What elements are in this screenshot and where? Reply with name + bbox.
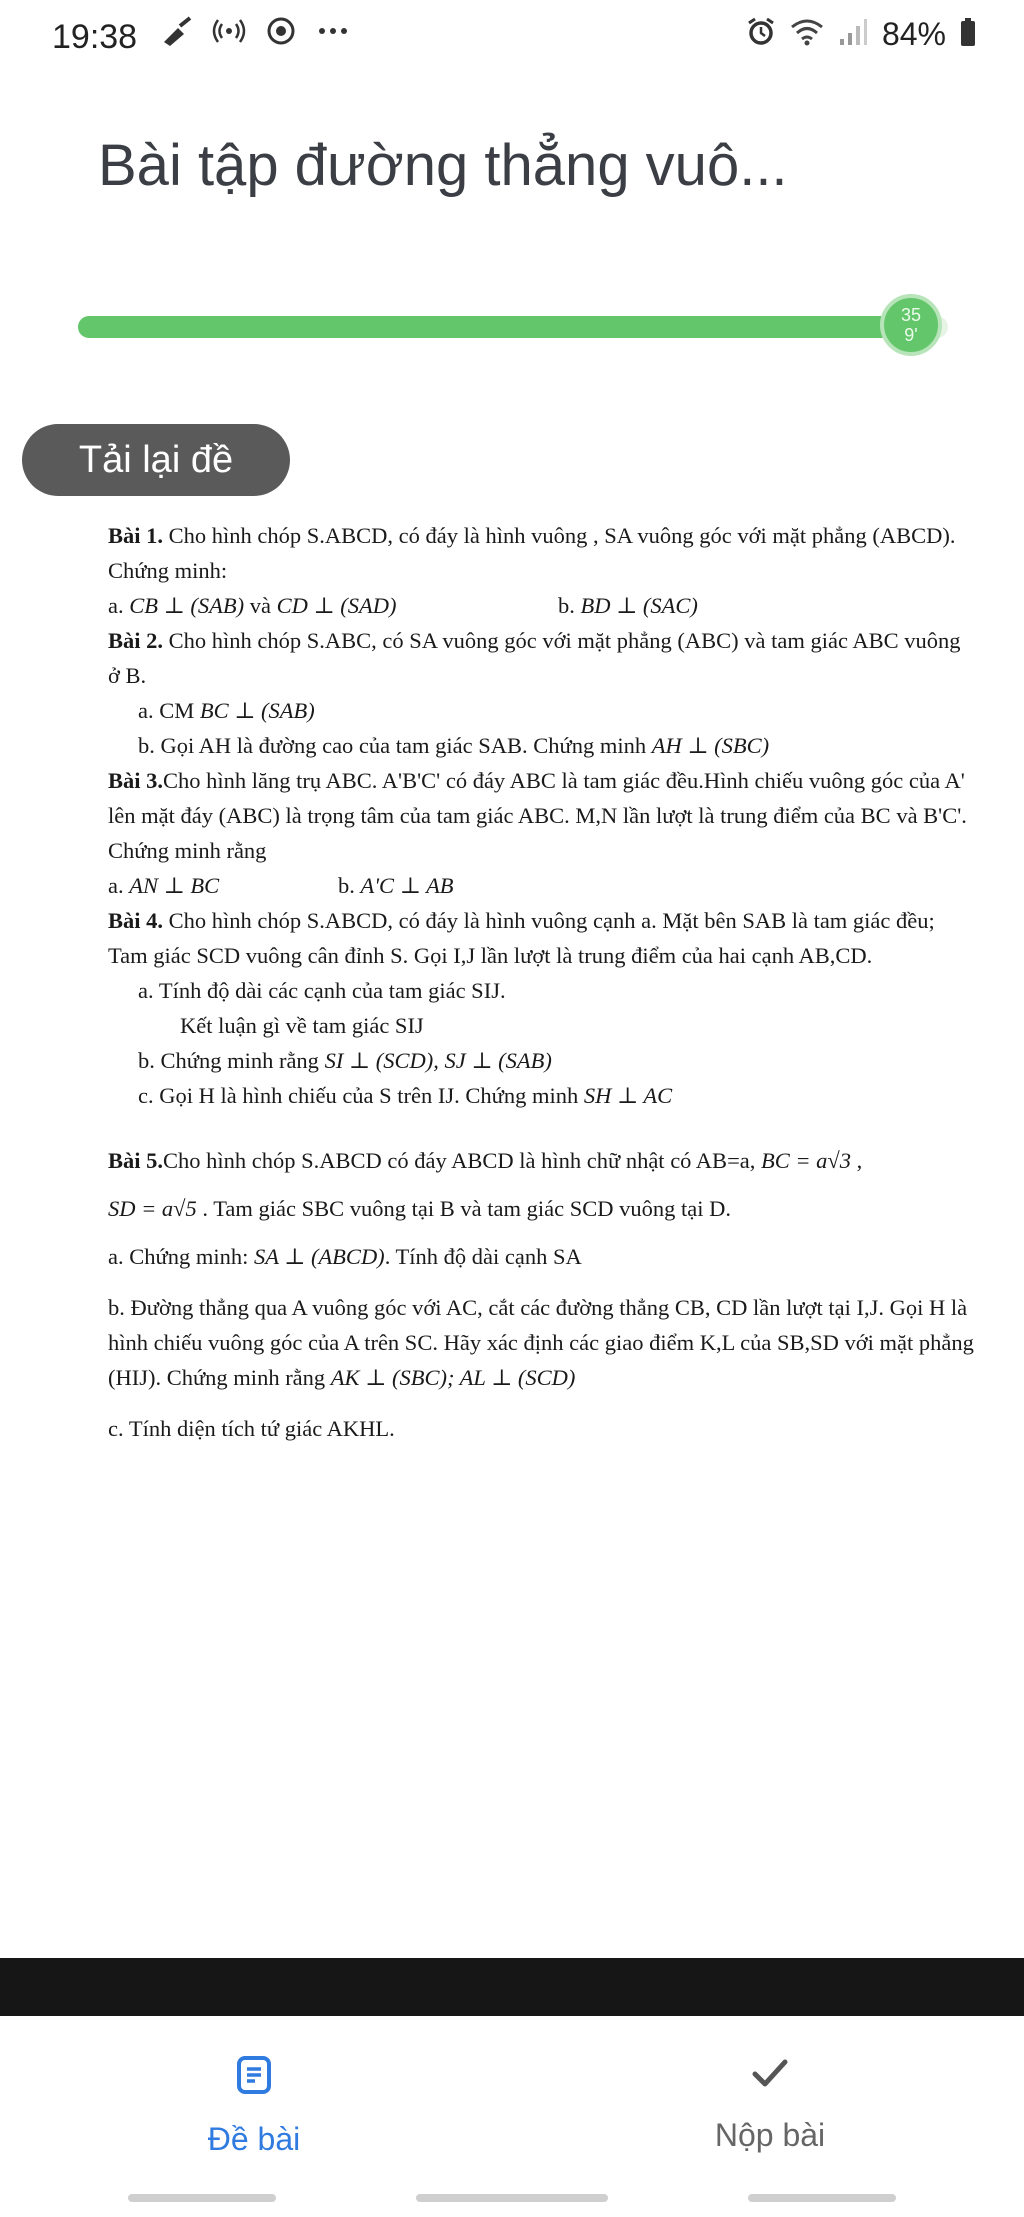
nav-indicator-right [748, 2194, 896, 2202]
battery-percent: 84% [881, 16, 946, 52]
exercise-4-part-a-cont: Kết luận gì về tam giác SIJ [180, 1013, 424, 1038]
battery-icon [960, 17, 976, 52]
nav-indicator-center [416, 2194, 608, 2202]
nav-exercise-tab[interactable] [124, 2056, 384, 2158]
page-title: Bài tập đường thẳng vuô... [98, 133, 788, 198]
exercise-2-part-b: b. Gọi AH là đường cao của tam giác SAB. Chứng minh AH ⊥ (SBC) [138, 733, 770, 758]
exercise-5: Bài 5.Cho hình chóp S.ABCD có đáy ABCD là hình chữ nhật có AB=a, BC = a√3 , SD = a√5 . Tam giác SBC vuông tại B và tam giác SCD vuông tại D. [108, 1148, 863, 1221]
nav-indicator-left [128, 2194, 276, 2202]
alarm-icon [746, 17, 776, 52]
broom-icon [160, 16, 194, 51]
exercise-1-parts: a. CB ⊥ (SAB) và CD ⊥ (SAD) b. BD ⊥ (SAC) [108, 593, 698, 618]
status-time: 19:38 [52, 18, 138, 56]
exercise-document [108, 518, 978, 1446]
exercise-4: Bài 4. Cho hình chóp S.ABCD, có đáy là hình vuông cạnh a. Mặt bên SAB là tam giác đều; Tam giác SCD vuông cân đỉnh S. Gọi I,J lần lượt là trung điểm của hai cạnh AB,CD. [108, 908, 935, 968]
timer-progress-knob [880, 294, 942, 356]
exercise-4-part-a: a. Tính độ dài các cạnh của tam giác SIJ. [138, 978, 506, 1003]
exercise-3: Bài 3.Cho hình lăng trụ ABC. A'B'C' có đáy ABC là tam giác đều.Hình chiếu vuông góc của A' lên mặt đáy (ABC) là trọng tâm của tam giác ABC. M,N lần lượt là trung điểm của BC và B'C'. Chứng minh rằng [108, 768, 967, 863]
hotspot-icon [212, 16, 246, 51]
status-icons-left [160, 16, 350, 51]
nav-submit-tab[interactable] [640, 2056, 900, 2154]
checkmark-icon [751, 2056, 789, 2090]
status-icons-right [746, 16, 976, 53]
timer-progress-track [78, 316, 948, 338]
bottom-divider-band [0, 1958, 1024, 2016]
timer-knob-text-bottom: 9' [904, 325, 918, 345]
exercise-3-parts: a. AN ⊥ BC b. A'C ⊥ AB [108, 873, 454, 898]
signal-icon [838, 17, 868, 52]
reload-exercise-button[interactable]: Tải lại đề [22, 424, 290, 496]
timer-knob-text-top: 35 [900, 305, 922, 325]
exercise-5-part-b: b. Đường thẳng qua A vuông góc với AC, cắt các đường thẳng CB, CD lần lượt tại I,J. Gọi H là hình chiếu vuông góc của A trên SC. Hãy xác định các giao điểm K,L của SB,SD với mặt phẳng (HIJ). Chứng minh rằng AK ⊥ (SBC); AL ⊥ (SCD) [108, 1295, 974, 1390]
exercise-4-part-c: c. Gọi H là hình chiếu của S trên IJ. Chứng minh SH ⊥ AC [138, 1083, 673, 1108]
nav-exercise-label: Đề bài [207, 2121, 301, 2157]
timer-progress-fill [78, 316, 905, 338]
exercise-5-part-c: c. Tính diện tích tứ giác AKHL. [108, 1416, 395, 1441]
exercise-2: Bài 2. Cho hình chóp S.ABC, có SA vuông góc với mặt phẳng (ABC) và tam giác ABC vuông ở B. [108, 628, 961, 688]
exercise-5-part-a: a. Chứng minh: SA ⊥ (ABCD). Tính độ dài cạnh SA [108, 1244, 582, 1269]
wifi-icon [790, 17, 824, 52]
more-dots-icon [316, 16, 350, 51]
nav-submit-label: Nộp bài [714, 2117, 826, 2153]
status-bar [0, 0, 1024, 80]
document-icon [237, 2056, 271, 2094]
bottom-nav [0, 2016, 1024, 2217]
eye-icon [264, 16, 298, 51]
exercise-2-part-a: a. CM BC ⊥ (SAB) [138, 698, 315, 723]
exercise-4-part-b: b. Chứng minh rằng SI ⊥ (SCD), SJ ⊥ (SAB) [138, 1048, 552, 1073]
exercise-1: Bài 1. Cho hình chóp S.ABCD, có đáy là hình vuông , SA vuông góc với mặt phẳng (ABCD). Chứng minh: [108, 523, 956, 583]
